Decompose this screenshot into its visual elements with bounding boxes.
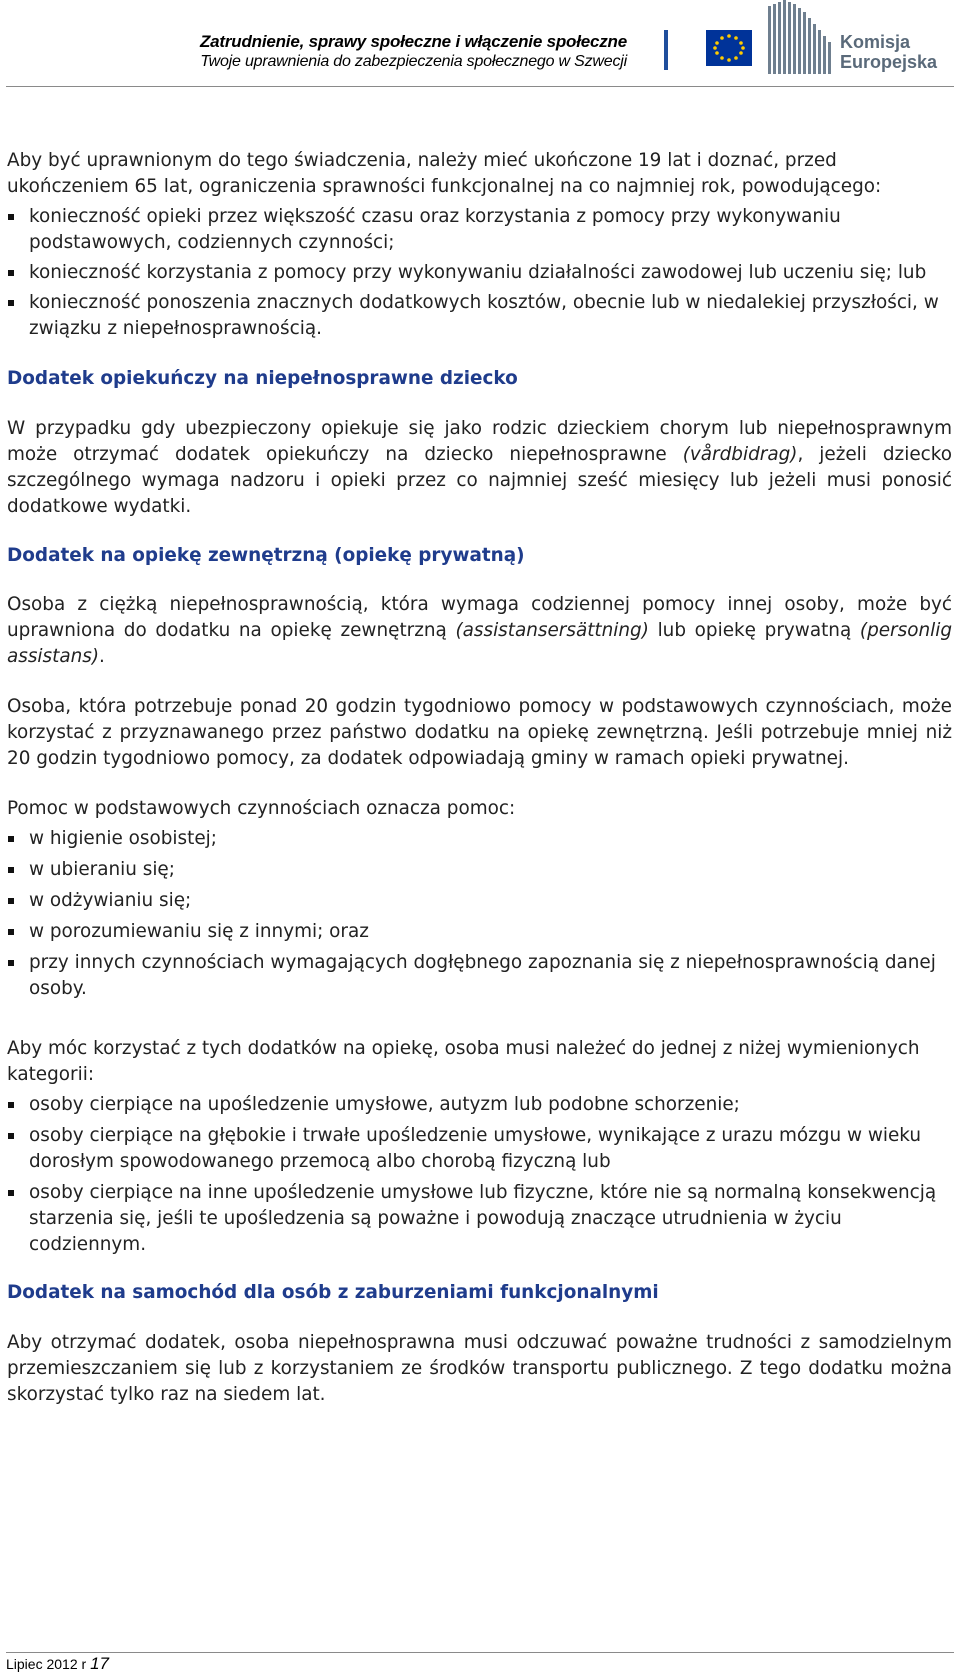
document-body — [7, 148, 952, 1408]
child-paragraph — [7, 416, 952, 520]
assist-paragraph-3: Pomoc w podstawowych czynnościach oznacza pomoc: — [7, 798, 516, 819]
basic-activities-list — [7, 826, 952, 1002]
page-number: 17 — [90, 1654, 109, 1673]
logo-line-1: Komisja — [840, 32, 911, 52]
list-item: w odżywianiu się; — [7, 888, 952, 914]
header-subtitle: Twoje uprawnienia do zabezpieczenia społecznego w Szwecji — [200, 53, 627, 70]
list-item: konieczność opieki przez większość czasu oraz korzystania z pomocy przy wykonywaniu podstawowych, codziennych czynności; — [7, 204, 952, 256]
list-item: konieczność korzystania z pomocy przy wykonywaniu działalności zawodowej lub uczeniu się; lub — [7, 260, 952, 286]
footer-rule — [6, 1652, 954, 1653]
category-list — [7, 1092, 952, 1258]
child-text-after: , jeżeli dziecko szczególnego wymaga nadzoru i opieki przez co najmniej sześć miesięcy lub jeżeli musi ponosić dodatkowe wydatki. — [7, 444, 952, 517]
list-item: osoby cierpiące na głębokie i trwałe upośledzenie umysłowe, wynikające z urazu mózgu w wieku dorosłym spowodowanego przemocą albo chorobą fizyczną lub — [7, 1123, 952, 1175]
assist-paragraph-2: Osoba, która potrzebuje ponad 20 godzin tygodniowo pomocy w podstawowych czynnościach, może korzystać z przyznawanego przez państwo dodatku na opiekę zewnętrzną. Jeśli potrzebuje mniej niż 20 godzin tygodniowo pomocy, za dodatek odpowiadają gminy w ramach opieki prywatnej. — [7, 696, 952, 769]
assist-term-2: (personlig assistans) — [7, 620, 952, 667]
header-title: Zatrudnienie, sprawy społeczne i włączenie społeczne — [199, 32, 627, 51]
assist-p1-a: Osoba z ciężką niepełnosprawnością, która wymaga codziennej pomocy innej osoby, może być uprawniona do dodatku na opiekę zewnętrzną — [7, 594, 952, 641]
footer-date: Lipiec 2012 r — [6, 1656, 87, 1672]
list-item: osoby cierpiące na inne upośledzenie umysłowe lub fizyczne, które nie są normalną konsekwencją starzenia się, jeśli te upośledzenia są poważne i powodują znaczące utrudnienia w życiu codziennym. — [7, 1180, 952, 1258]
section-heading-assist: Dodatek na opiekę zewnętrzną (opiekę prywatną) — [7, 545, 525, 566]
header-text — [200, 32, 627, 72]
page-header — [0, 0, 960, 88]
intro-bullet-list — [7, 204, 952, 342]
assist-p1-b: lub opiekę prywatną — [648, 620, 860, 641]
child-text-before: W przypadku gdy ubezpieczony opiekuje się jako rodzic dzieckiem chorym lub niepełnosprawnym może otrzymać dodatek opiekuńczy na dziecko niepełnosprawne — [7, 418, 952, 465]
section-heading-car: Dodatek na samochód dla osób z zaburzeniami funkcjonalnymi — [7, 1282, 659, 1303]
assist-paragraph-4: Aby móc korzystać z tych dodatków na opiekę, osoba musi należeć do jednej z niżej wymienionych kategorii: — [7, 1038, 920, 1085]
european-commission-logo-icon — [706, 0, 836, 80]
logo-text — [840, 32, 937, 72]
assist-term-1: (assistansersättning) — [455, 620, 649, 641]
list-item: w porozumiewaniu się z innymi; oraz — [7, 919, 952, 945]
child-term: (vårdbidrag) — [682, 444, 798, 465]
header-divider — [664, 30, 668, 70]
section-heading-child: Dodatek opiekuńczy na niepełnosprawne dziecko — [7, 368, 518, 389]
list-item: osoby cierpiące na upośledzenie umysłowe, autyzm lub podobne schorzenie; — [7, 1092, 952, 1118]
list-item: w higienie osobistej; — [7, 826, 952, 852]
assist-paragraph-1 — [7, 592, 952, 670]
header-rule — [6, 86, 954, 87]
list-item: w ubieraniu się; — [7, 857, 952, 883]
intro-paragraph: Aby być uprawnionym do tego świadczenia, należy mieć ukończone 19 lat i doznać, przed ukończeniem 65 lat, ograniczenia sprawności funkcjonalnej na co najmniej rok, powodującego: — [7, 150, 882, 197]
page-footer — [6, 1654, 109, 1674]
assist-p1-c: . — [99, 646, 105, 667]
list-item: przy innych czynnościach wymagających dogłębnego zapoznania się z niepełnosprawnością danej osoby. — [7, 950, 952, 1002]
list-item: konieczność ponoszenia znacznych dodatkowych kosztów, obecnie lub w niedalekiej przyszłości, w związku z niepełnosprawnością. — [7, 290, 952, 342]
car-paragraph: Aby otrzymać dodatek, osoba niepełnosprawna musi odczuwać poważne trudności z samodzielnym przemieszczaniem się lub z korzystaniem ze środków transportu publicznego. Z tego dodatku można skorzystać tylko raz na siedem lat. — [7, 1332, 952, 1405]
logo-line-2: Europejska — [840, 52, 938, 72]
